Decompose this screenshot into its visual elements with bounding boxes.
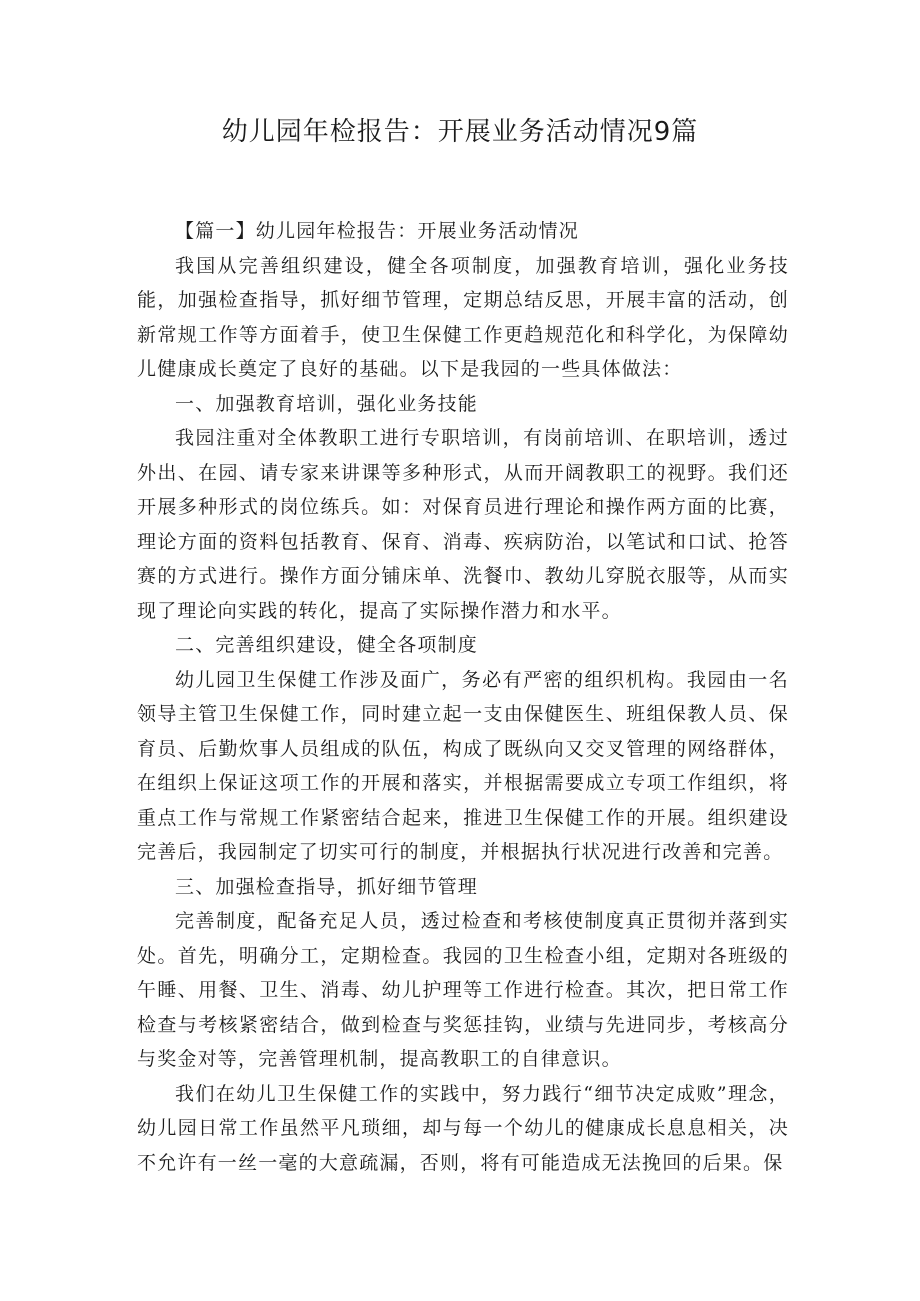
section-heading-training: 一、加强教育培训，强化业务技能 xyxy=(175,392,479,415)
document-title: 幼儿园年检报告：开展业务活动情况9篇 xyxy=(221,117,699,147)
section-heading-part-one: 【篇一】幼儿园年检报告：开展业务活动情况 xyxy=(175,220,580,242)
paragraph-training: 我园注重对全体教职工进行专职培训，有岗前培训、在职培训，透过外出、在园、请专家来讲课等多种形式，从而开阔教职工的视野。我们还开展多种形式的岗位练兵。如：对保育员进行理论和操作两方面的比赛，理论方面的资料包括教育、保育、消毒、疾病防治，以笔试和口试、抢答赛的方式进行。操作方面分铺床单、洗餐巾、教幼儿穿脱衣服等，从而实现了理论向实践的转化，提高了实际操作潜力和水平。 xyxy=(137,427,789,622)
paragraph-practice: 我们在幼儿卫生保健工作的实践中，努力践行“细节决定成败”理念，幼儿园日常工作虽然平凡琐细，却与每一个幼儿的健康成长息息相关，决不允许有一丝一毫的大意疏漏，否则，将有可能造成无法挽回的后果。保 xyxy=(137,1082,789,1174)
paragraph-organization: 幼儿园卫生保健工作涉及面广，务必有严密的组织机构。我园由一名领导主管卫生保健工作，同时建立起一支由保健医生、班组保教人员、保育员、后勤炊事人员组成的队伍，构成了既纵向又交叉管理的网络群体，在组织上保证这项工作的开展和落实，并根据需要成立专项工作组织，将重点工作与常规工作紧密结合起来，推进卫生保健工作的开展。组织建设完善后，我园制定了切实可行的制度，并根据执行状况进行改善和完善。 xyxy=(137,668,789,863)
document-body xyxy=(137,214,789,1180)
section-heading-organization: 二、完善组织建设，健全各项制度 xyxy=(175,634,479,656)
paragraph-inspection: 完善制度，配备充足人员，透过检查和考核使制度真正贯彻并落到实处。首先，明确分工，定期检查。我园的卫生检查小组，定期对各班级的午睡、用餐、卫生、消毒、幼儿护理等工作进行检查。其次，把日常工作检查与考核紧密结合，做到检查与奖惩挂钩，业绩与先进同步，考核高分与奖金对等，完善管理机制，提高教职工的自律意识。 xyxy=(137,910,789,1070)
section-heading-inspection: 三、加强检查指导，抓好细节管理 xyxy=(175,875,479,898)
paragraph-intro: 我国从完善组织建设，健全各项制度，加强教育培训，强化业务技能，加强检查指导，抓好细节管理，定期总结反思，开展丰富的活动，创新常规工作等方面着手，使卫生保健工作更趋规范化和科学化，为保障幼儿健康成长奠定了良好的基础。以下是我园的一些具体做法： xyxy=(137,254,789,380)
